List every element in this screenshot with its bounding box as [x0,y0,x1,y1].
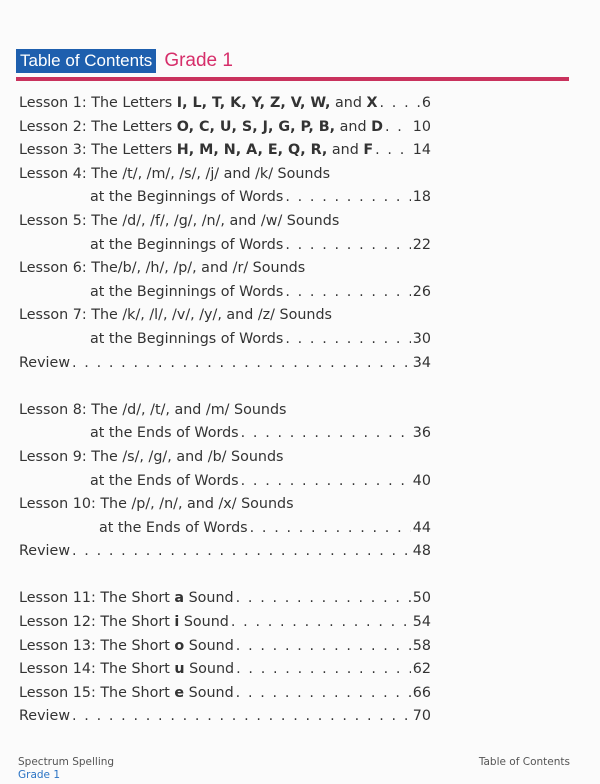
entry-text: at the Beginnings of Words [90,236,284,253]
dot-leader [285,186,410,210]
toc-entry-lesson-9 [19,446,431,470]
toc-entry-lesson-10 [19,493,431,517]
dot-leader [72,540,411,564]
entry-text: Lesson 9: The /s/, /g/, and /b/ Sounds [19,448,284,465]
entry-text: Review [19,354,71,371]
page-header [16,48,233,74]
entry-text: Lesson 12: The Short [19,614,175,631]
entry-bold: o [174,637,185,654]
dot-leader [236,635,411,659]
entry-text: and [330,95,367,111]
entry-text: Lesson 7: The /k/, /l/, /v/, /y/, and /z/ Sounds [19,307,333,324]
toc-entry-lesson-11 [19,587,431,611]
page-number: 14 [412,142,431,159]
toc-entry-lesson-2 [19,116,431,140]
entry-text: at the Beginnings of Words [90,330,284,347]
entry-text: at the Ends of Words [99,519,248,536]
entry-bold: e [174,684,185,701]
toc-entry-lesson-8-cont [19,422,431,446]
entry-text: Lesson 8: The /d/, /t/, and /m/ Sounds [19,401,287,418]
toc-entry-lesson-5 [19,210,431,234]
dot-leader [375,139,411,163]
page-number: 50 [412,590,431,607]
toc-entry-lesson-10-cont [19,517,431,541]
entry-text: Lesson 1: The Letters [19,95,177,111]
page-number: 70 [412,708,431,725]
toc-entry-lesson-15 [19,682,431,706]
entry-text: Review [19,543,71,560]
toc-entry-lesson-4 [19,163,431,187]
dot-leader [379,92,419,116]
entry-text: and [327,142,364,159]
dot-leader [236,658,411,682]
toc-entry-review-2 [19,540,431,564]
entry-text: Lesson 2: The Letters [19,118,177,135]
toc-entry-review-3 [19,705,431,729]
page-number: 58 [412,637,431,654]
toc-entry-lesson-7 [19,304,431,328]
entry-text: at the Ends of Words [90,425,239,442]
page-number: 44 [412,519,431,536]
entry-bold: O, C, U, S, J, G, P, B, [176,118,336,135]
entry-text: Lesson 13: The Short [19,637,175,654]
dot-leader [231,611,411,635]
dot-leader [241,422,411,446]
page-number: 26 [412,283,431,300]
toc-entry-lesson-14 [19,658,431,682]
toc-entry-lesson-5-cont [19,234,431,258]
entry-bold: I, L, T, K, Y, Z, V, W, [176,95,331,111]
toc-entry-lesson-6 [19,257,431,281]
entry-bold: i [174,614,180,631]
page-number: 34 [412,354,431,371]
dot-leader [72,352,411,376]
entry-text: Lesson 15: The Short [19,684,175,701]
page-number: 48 [412,543,431,560]
dot-leader [285,281,410,305]
footer-grade: Grade 1 [18,769,61,781]
dot-leader [241,470,411,494]
toc-entry-lesson-6-cont [19,281,431,305]
entry-bold: F [363,142,374,159]
entry-text: Sound [179,614,229,631]
footer-left [18,756,114,782]
dot-leader [385,116,411,140]
entry-text: Lesson 6: The/b/, /h/, /p/, and /r/ Sounds [19,260,306,277]
page-number: 36 [412,425,431,442]
dot-leader [236,587,411,611]
footer-book-title: Spectrum Spelling [18,756,115,768]
entry-bold: X [366,95,378,111]
entry-bold: H, M, N, A, E, Q, R, [176,142,328,159]
entry-bold: u [174,661,185,678]
entry-text: and [335,118,372,135]
toc-entry-lesson-3 [19,139,431,163]
toc-entry-lesson-4-cont [19,186,431,210]
page-number: 66 [412,684,431,701]
dot-leader [285,328,410,352]
entry-text: at the Beginnings of Words [90,189,284,206]
page-number: 6 [421,95,431,111]
toc-entry-lesson-8 [19,399,431,423]
toc-entry-lesson-12 [19,611,431,635]
header-title: Table of Contents [16,49,156,73]
page-number: 62 [412,661,431,678]
page-number: 30 [412,330,431,347]
footer-section: Table of Contents [478,756,570,768]
toc-entry-lesson-7-cont [19,328,431,352]
header-grade: Grade 1 [164,50,233,71]
section-gap [19,564,431,588]
entry-text: Lesson 4: The /t/, /m/, /s/, /j/ and /k/ Sounds [19,165,331,182]
entry-bold: D [371,118,383,135]
header-rule [16,77,569,81]
toc-entry-lesson-9-cont [19,470,431,494]
entry-text: Lesson 3: The Letters [19,142,177,159]
entry-text: Review [19,708,71,725]
entry-text: Lesson 14: The Short [19,661,175,678]
toc-entry-lesson-13 [19,635,431,659]
entry-text: Lesson 11: The Short [19,590,175,607]
dot-leader [72,705,411,729]
section-gap [19,375,431,399]
entry-text: Lesson 10: The /p/, /n/, and /x/ Sounds [19,496,294,513]
page-number: 22 [412,236,431,253]
page-number: 10 [412,118,431,135]
entry-text: Sound [184,661,235,678]
page-number: 18 [412,189,431,206]
entry-bold: a [174,590,185,607]
entry-text: Sound [184,684,234,701]
entry-text: at the Beginnings of Words [90,283,284,300]
toc-entry-lesson-1 [19,92,431,116]
page-number: 54 [412,614,431,631]
dot-leader [250,517,411,541]
dot-leader [285,234,410,258]
entry-text: Sound [184,590,234,607]
page-number: 40 [412,472,431,489]
entry-text: at the Ends of Words [90,472,239,489]
entry-text: Sound [184,637,234,654]
table-of-contents [19,92,431,729]
dot-leader [236,682,411,706]
entry-text: Lesson 5: The /d/, /f/, /g/, /n/, and /w/ Sounds [19,212,340,229]
toc-entry-review-1 [19,352,431,376]
